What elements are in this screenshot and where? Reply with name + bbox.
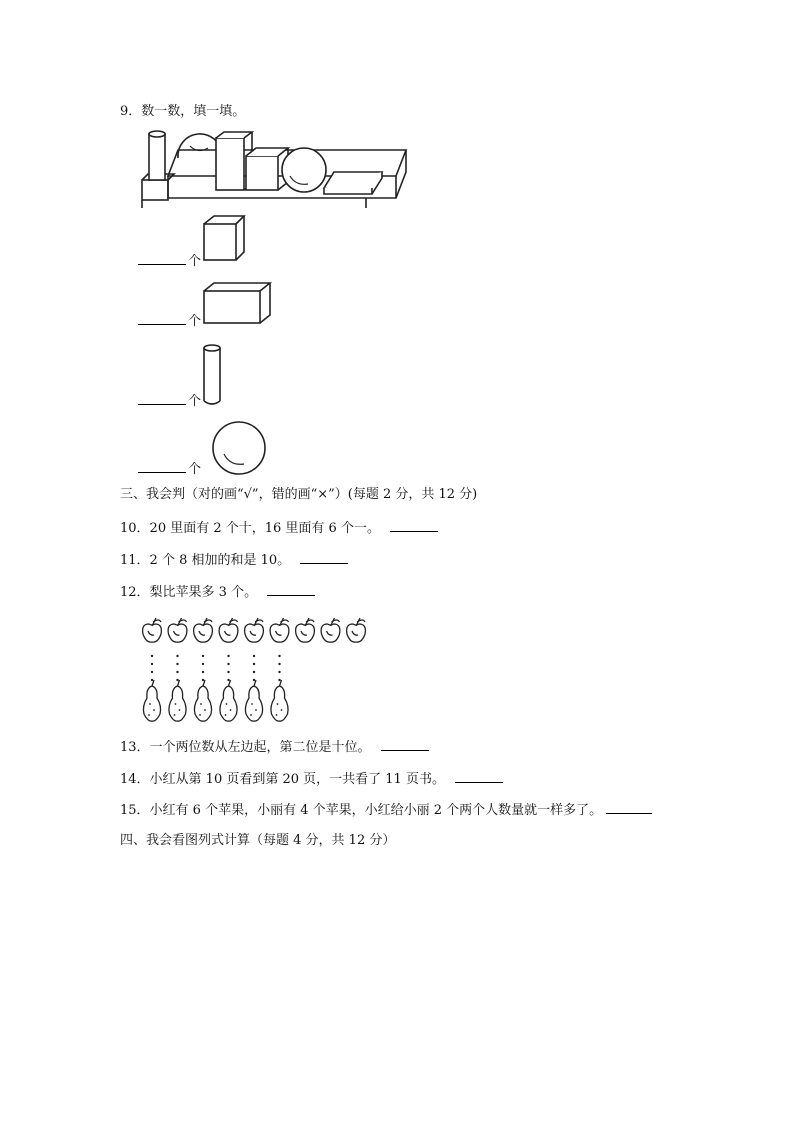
apple-icon — [347, 618, 366, 642]
q14-answer-blank[interactable] — [455, 770, 503, 783]
q12-text: 12．梨比苹果多 3 个。 — [120, 585, 258, 600]
q12-answer-blank[interactable] — [267, 583, 315, 596]
match-dots — [278, 655, 280, 681]
q15-row — [120, 801, 652, 819]
q10-answer-blank[interactable] — [390, 519, 438, 532]
q13-row — [120, 738, 429, 756]
cuboid-answer-row — [138, 312, 201, 330]
q10-row — [120, 519, 438, 537]
q15-answer-blank[interactable] — [606, 801, 652, 814]
unit-label: 个 — [188, 314, 202, 329]
q10-text: 10．20 里面有 2 个十，16 里面有 6 个一。 — [120, 521, 380, 536]
match-dots — [176, 655, 178, 681]
sphere-count-blank[interactable] — [138, 460, 186, 473]
match-dots — [227, 655, 229, 681]
cuboid-count-blank[interactable] — [138, 312, 186, 325]
unit-label: 个 — [188, 394, 202, 409]
q11-answer-blank[interactable] — [300, 551, 348, 564]
pear-icon — [271, 680, 288, 721]
pear-icon — [194, 680, 211, 721]
cylinder-shape — [200, 343, 224, 407]
match-dots — [253, 655, 255, 681]
apple-icon — [245, 618, 264, 642]
cylinder-count-blank[interactable] — [138, 392, 186, 405]
apple-icon — [270, 618, 289, 642]
apple-icon — [168, 618, 187, 642]
section4-heading: 四、我会看图列式计算（每题 4 分，共 12 分） — [120, 833, 396, 848]
unit-label: 个 — [188, 462, 202, 477]
cube-shape — [202, 214, 246, 264]
pear-icon — [245, 680, 262, 721]
pear-icon — [220, 680, 237, 721]
apple-icon — [321, 618, 340, 642]
pear-icon — [143, 680, 160, 721]
q13-text: 13．一个两位数从左边起，第二位是十位。 — [120, 740, 371, 755]
cube-answer-row — [138, 252, 201, 270]
cube-count-blank[interactable] — [138, 252, 186, 265]
q13-answer-blank[interactable] — [381, 738, 429, 751]
q11-row — [120, 551, 348, 569]
q11-text: 11．2 个 8 相加的和是 10。 — [120, 553, 291, 568]
pear-icon — [169, 680, 186, 721]
q9-prompt: 9．数一数，填一填。 — [120, 104, 246, 119]
q14-row — [120, 770, 503, 788]
apple-icon — [219, 618, 238, 642]
blocks-illustration — [138, 128, 410, 208]
sphere-shape — [210, 420, 268, 476]
apple-icon — [194, 618, 213, 642]
apple-icon — [296, 618, 315, 642]
sphere-answer-row — [138, 460, 201, 478]
unit-label: 个 — [188, 254, 202, 269]
match-dots — [151, 655, 153, 681]
q12-row — [120, 583, 315, 601]
match-dots — [202, 655, 204, 681]
section3-heading: 三、我会判（对的画“√”，错的画“×”）(每题 2 分，共 12 分) — [120, 487, 478, 502]
q14-text: 14．小红从第 10 页看到第 20 页，一共看了 11 页书。 — [120, 772, 445, 787]
q15-text: 15．小红有 6 个苹果，小丽有 4 个苹果，小红给小丽 2 个两个人数量就一样多了。 — [120, 803, 603, 818]
apples-pears-illustration — [136, 616, 376, 724]
cuboid-shape — [202, 281, 272, 325]
cylinder-answer-row — [138, 392, 201, 410]
apple-icon — [143, 618, 162, 642]
